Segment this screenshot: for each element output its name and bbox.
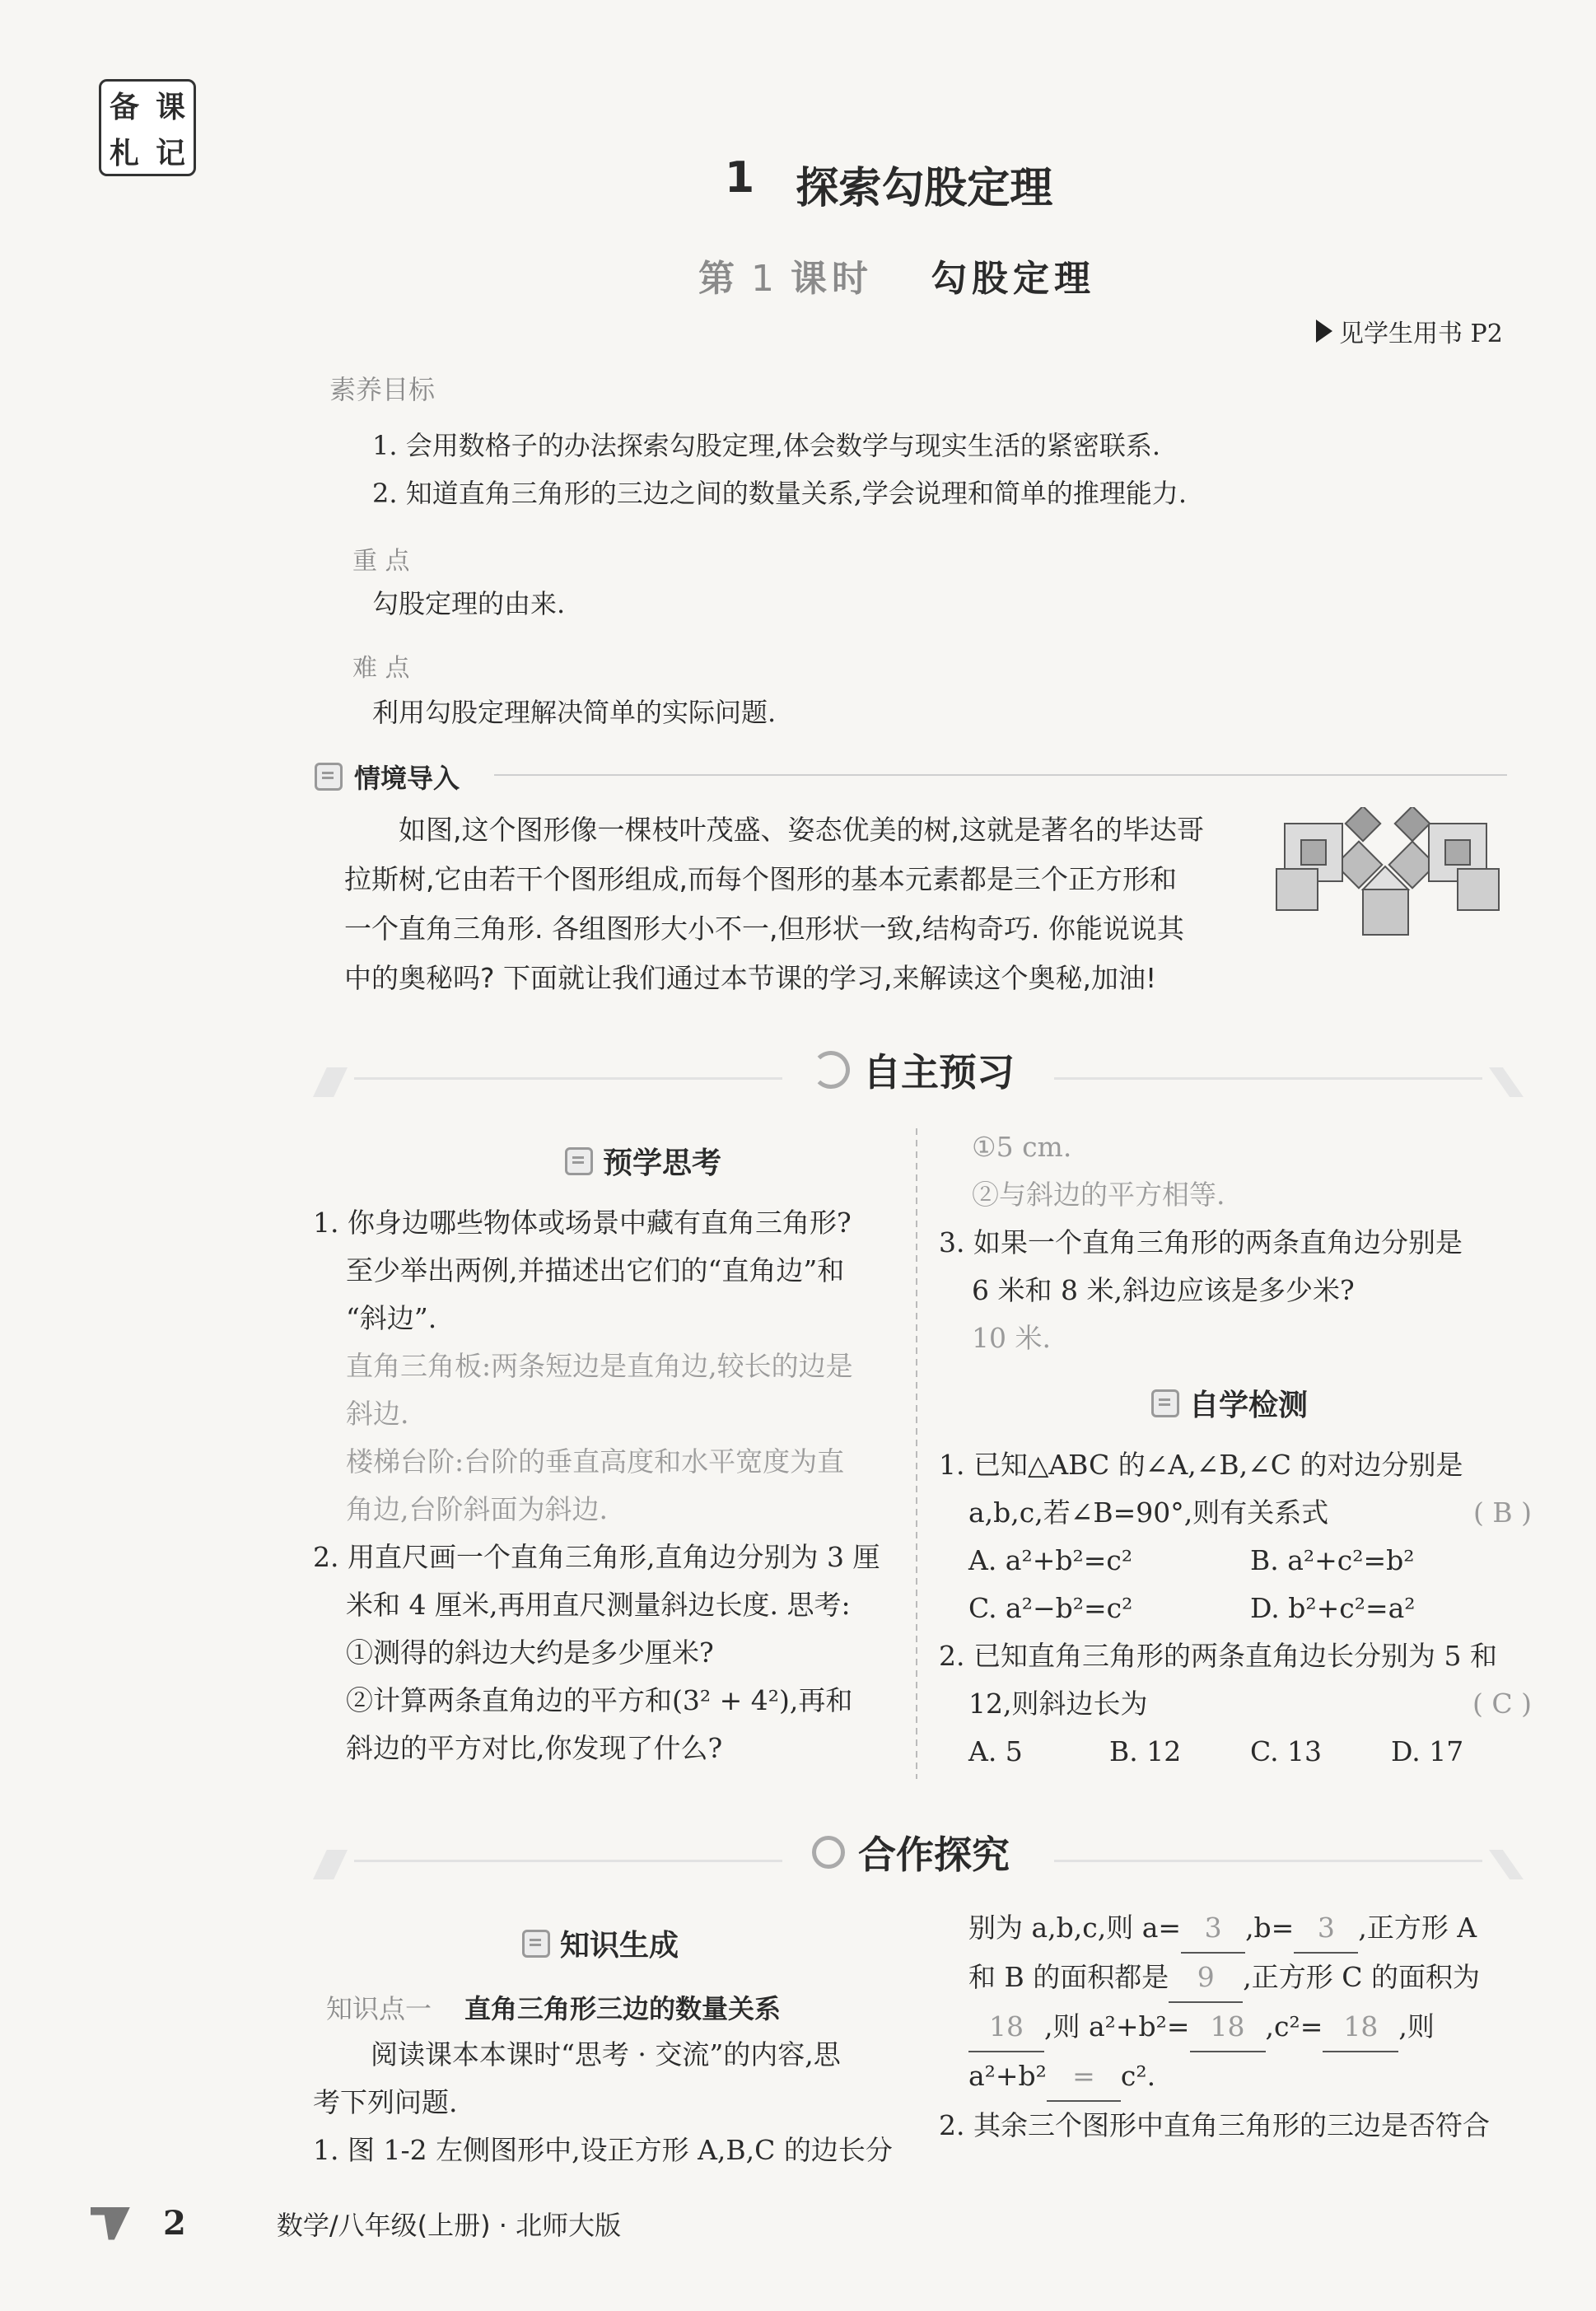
option: D. 17 (1391, 1735, 1464, 1767)
knowledge-right-text: 别为 a,b,c,则 a= 3 ,b= 3 ,正方形 A 和 B 的面积都是 9 ,正方形 C 的面积为 18 ,则 a²+b²= 18 ,c²= 18 ,则 a²+b² = c². 2. 其余三个图形中直角三角形的三边是否符合 (939, 1904, 1532, 2150)
goal-item: 1. 会用数格子的办法探索勾股定理,体会数学与现实生活的紧密联系. (372, 430, 1161, 461)
check-questions: 1. 已知△ABC 的∠A,∠B,∠C 的对边分别是 a,b,c,若∠B=90°,则有关系式 ( B ) A. a²+b²=c² B. a²+c²=b² C. a²−b²=c² D. b²+c²=a² 2. 已知直角三角形的两条直角边长分别为 5 和 12,则斜边长为 ( C ) A. 5 B. 12 C. 13 D. 17 (939, 1441, 1532, 1776)
cooperation-title: 合作探究 (812, 1825, 1010, 1879)
swirl-icon (812, 1051, 850, 1089)
badge-char: 课 (155, 90, 185, 124)
lesson-title: 第 1 课时 勾股定理 (698, 258, 1095, 300)
answer-choice: ( B ) (1473, 1496, 1532, 1529)
check-title: 自学检测 (1151, 1382, 1308, 1424)
pythagoras-tree-figure (1268, 807, 1507, 939)
column-divider (916, 1128, 917, 1779)
knowledge-point: 知识点一 直角三角形三边的数量关系 (326, 1993, 782, 2024)
fill-blank: = (1047, 2052, 1121, 2102)
footer (91, 2204, 621, 2243)
knowledge-left-text: 阅读课本本课时“思考 · 交流”的内容,思 考下列问题. 1. 图 1-2 左侧图形中,设正方形 A,B,C 的边长分 (313, 2038, 893, 2166)
corner-badge (99, 79, 196, 176)
intro-header: 情境导入 (315, 758, 460, 796)
difficulty-text: 利用勾股定理解决简单的实际问题. (372, 697, 777, 728)
preview-left-text: 1. 你身边哪些物体或场景中藏有直角三角形? 至少举出两例,并描述出它们的“直角边”和 “斜边”. 直角三角板:两条短边是直角边,较长的边是 斜边. 楼梯台阶:台阶的垂直高度和水平宽度为直 角边,台阶斜面为斜边. 2. 用直尺画一个直角三角形,直角边分别为 3 厘 米和 4 厘米,再用直尺测量斜边长度. 思考: ①测得的斜边大约是多少厘米? ②计算两条直角边的平方和(3² + 4²),再和 斜边的平方对比,你发现了什么? (313, 1207, 880, 1764)
fill-blank: 3 (1181, 1904, 1245, 1954)
play-triangle-icon (1316, 320, 1332, 343)
intro-icon (315, 763, 343, 791)
option: C. a²−b²=c² (968, 1592, 1133, 1624)
page-number: 2 (163, 2204, 186, 2243)
goals-title: 素养目标 (329, 374, 436, 405)
intro-rule (494, 774, 1507, 776)
goal-item: 2. 知道直角三角形的三边之间的数量关系,学会说理和简单的推理能力. (372, 478, 1188, 509)
fill-blank: 3 (1294, 1904, 1358, 1954)
section-title (725, 153, 1136, 215)
knowledge-title: 知识生成 (522, 1922, 679, 1964)
option: C. 13 (1250, 1735, 1323, 1767)
focus-label: 重 点 (352, 547, 410, 576)
option: B. a²+c²=b² (1250, 1544, 1415, 1576)
badge-char: 备 (109, 90, 139, 124)
student-book-ref: 见学生用书 P2 (1316, 313, 1503, 349)
badge-char: 札 (109, 136, 139, 170)
option: A. 5 (968, 1735, 1023, 1767)
fill-blank: 18 (1190, 2003, 1266, 2052)
intro-paragraph: 如图,这个图形像一棵枝叶茂盛、姿态优美的树,这就是著名的毕达哥 拉斯树,它由若干个图形组成,而每个图形的基本元素都是三个正方形和 一个直角三角形. 各组图形大小不一,但形状一致,结构奇巧. 你能说说其 中的奥秘吗? 下面就让我们通过本节课的学习,来解读这个奥秘,加油! (344, 814, 1204, 994)
preview-title: 预学思考 (565, 1140, 721, 1182)
magnifier-icon (812, 1836, 845, 1869)
check-icon (1151, 1389, 1179, 1417)
goals-list (372, 422, 1187, 517)
answer-choice: ( C ) (1472, 1688, 1532, 1720)
difficulty-label: 难 点 (352, 654, 410, 683)
option: D. b²+c²=a² (1250, 1592, 1416, 1624)
preview-icon (565, 1147, 593, 1175)
focus-text: 勾股定理的由来. (372, 588, 566, 619)
badge-char: 记 (155, 136, 185, 170)
self-study-title: 自主预习 (812, 1043, 1015, 1097)
footer-ornament (91, 2207, 130, 2240)
fill-blank: 18 (968, 2003, 1044, 2052)
option: B. 12 (1109, 1735, 1182, 1767)
preview-right-text: ①5 cm. ②与斜边的平方相等. 3. 如果一个直角三角形的两条直角边分别是 6 米和 8 米,斜边应该是多少米? 10 米. (939, 1131, 1463, 1354)
book-title: 数学/八年级(上册) · 北师大版 (276, 2209, 622, 2241)
fill-blank: 18 (1323, 2003, 1398, 2052)
fill-blank: 9 (1169, 1954, 1243, 2003)
knowledge-icon (522, 1930, 550, 1958)
section-number: 1 (725, 153, 755, 203)
option: A. a²+b²=c² (968, 1544, 1133, 1576)
section-name: 探索勾股定理 (796, 164, 1053, 213)
